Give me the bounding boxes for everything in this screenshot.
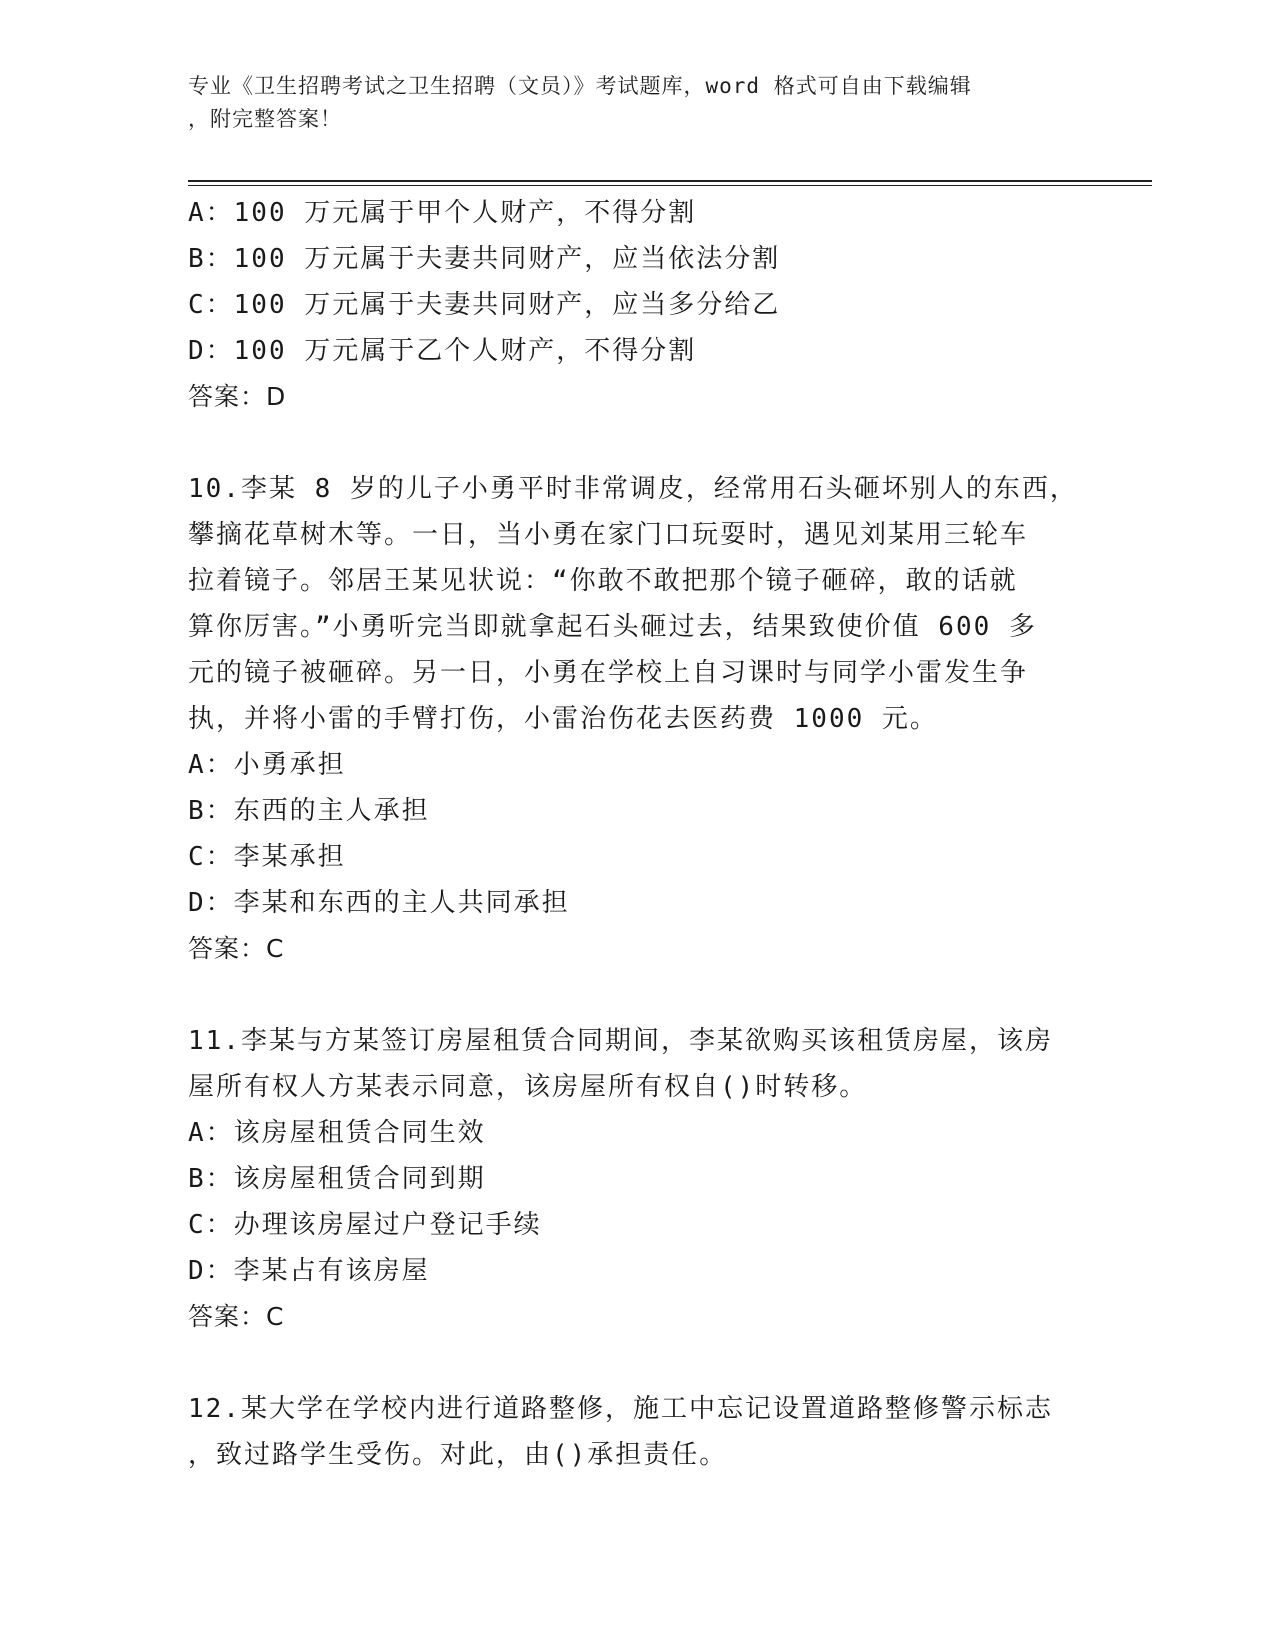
document-body <box>188 190 1088 1478</box>
question-text-line: ，致过路学生受伤。对此，由()承担责任。 <box>188 1440 728 1470</box>
option-c: C：100 万元属于夫妻共同财产，应当多分给乙 <box>188 290 781 320</box>
option-b: B：该房屋租赁合同到期 <box>188 1164 486 1194</box>
header-line-1: 专业《卫生招聘考试之卫生招聘（文员）》考试题库，word 格式可自由下载编辑 <box>188 74 972 98</box>
answer: 答案：D <box>188 382 287 411</box>
question-text-line: 12.某大学在学校内进行道路整修，施工中忘记设置道路整修警示标志 <box>188 1394 1053 1424</box>
question-block-12 <box>188 1386 1088 1478</box>
question-block-10 <box>188 466 1088 972</box>
option-c: C：李某承担 <box>188 842 346 872</box>
question-text-line: 攀摘花草树木等。一日，当小勇在家门口玩耍时，遇见刘某用三轮车 <box>188 520 1029 550</box>
question-block-9 <box>188 190 1088 420</box>
header-line-2: ，附完整答案！ <box>188 107 342 131</box>
answer: 答案：C <box>188 934 285 963</box>
option-d: D：李某占有该房屋 <box>188 1256 430 1286</box>
option-a: A：100 万元属于甲个人财产，不得分割 <box>188 198 697 228</box>
spacer <box>188 420 1088 466</box>
option-a: A：小勇承担 <box>188 750 346 780</box>
spacer <box>188 1340 1088 1386</box>
header-divider-thin <box>188 185 1152 186</box>
question-text-line: 10.李某 8 岁的儿子小勇平时非常调皮，经常用石头砸坏别人的东西， <box>188 474 1078 504</box>
question-text-line: 屋所有权人方某表示同意，该房屋所有权自()时转移。 <box>188 1072 868 1102</box>
header-divider-thick <box>188 180 1152 182</box>
spacer <box>188 972 1088 1018</box>
question-text-line: 11.李某与方某签订房屋租赁合同期间，李某欲购买该租赁房屋，该房 <box>188 1026 1053 1056</box>
question-text-line: 算你厉害。”小勇听完当即就拿起石头砸过去，结果致使价值 600 多 <box>188 612 1037 642</box>
option-d: D：李某和东西的主人共同承担 <box>188 888 570 918</box>
option-a: A：该房屋租赁合同生效 <box>188 1118 486 1148</box>
question-text-line: 元的镜子被砸碎。另一日，小勇在学校上自习课时与同学小雷发生争 <box>188 658 1029 688</box>
option-b: B：100 万元属于夫妻共同财产，应当依法分割 <box>188 244 781 274</box>
page-header <box>188 70 1068 136</box>
question-text-line: 执，并将小雷的手臂打伤，小雷治伤花去医药费 1000 元。 <box>188 704 938 734</box>
option-c: C：办理该房屋过户登记手续 <box>188 1210 542 1240</box>
option-b: B：东西的主人承担 <box>188 796 430 826</box>
answer: 答案：C <box>188 1302 285 1331</box>
question-text-line: 拉着镜子。邻居王某见状说：“你敢不敢把那个镜子砸碎，敢的话就 <box>188 566 1018 596</box>
option-d: D：100 万元属于乙个人财产，不得分割 <box>188 336 697 366</box>
question-block-11 <box>188 1018 1088 1340</box>
